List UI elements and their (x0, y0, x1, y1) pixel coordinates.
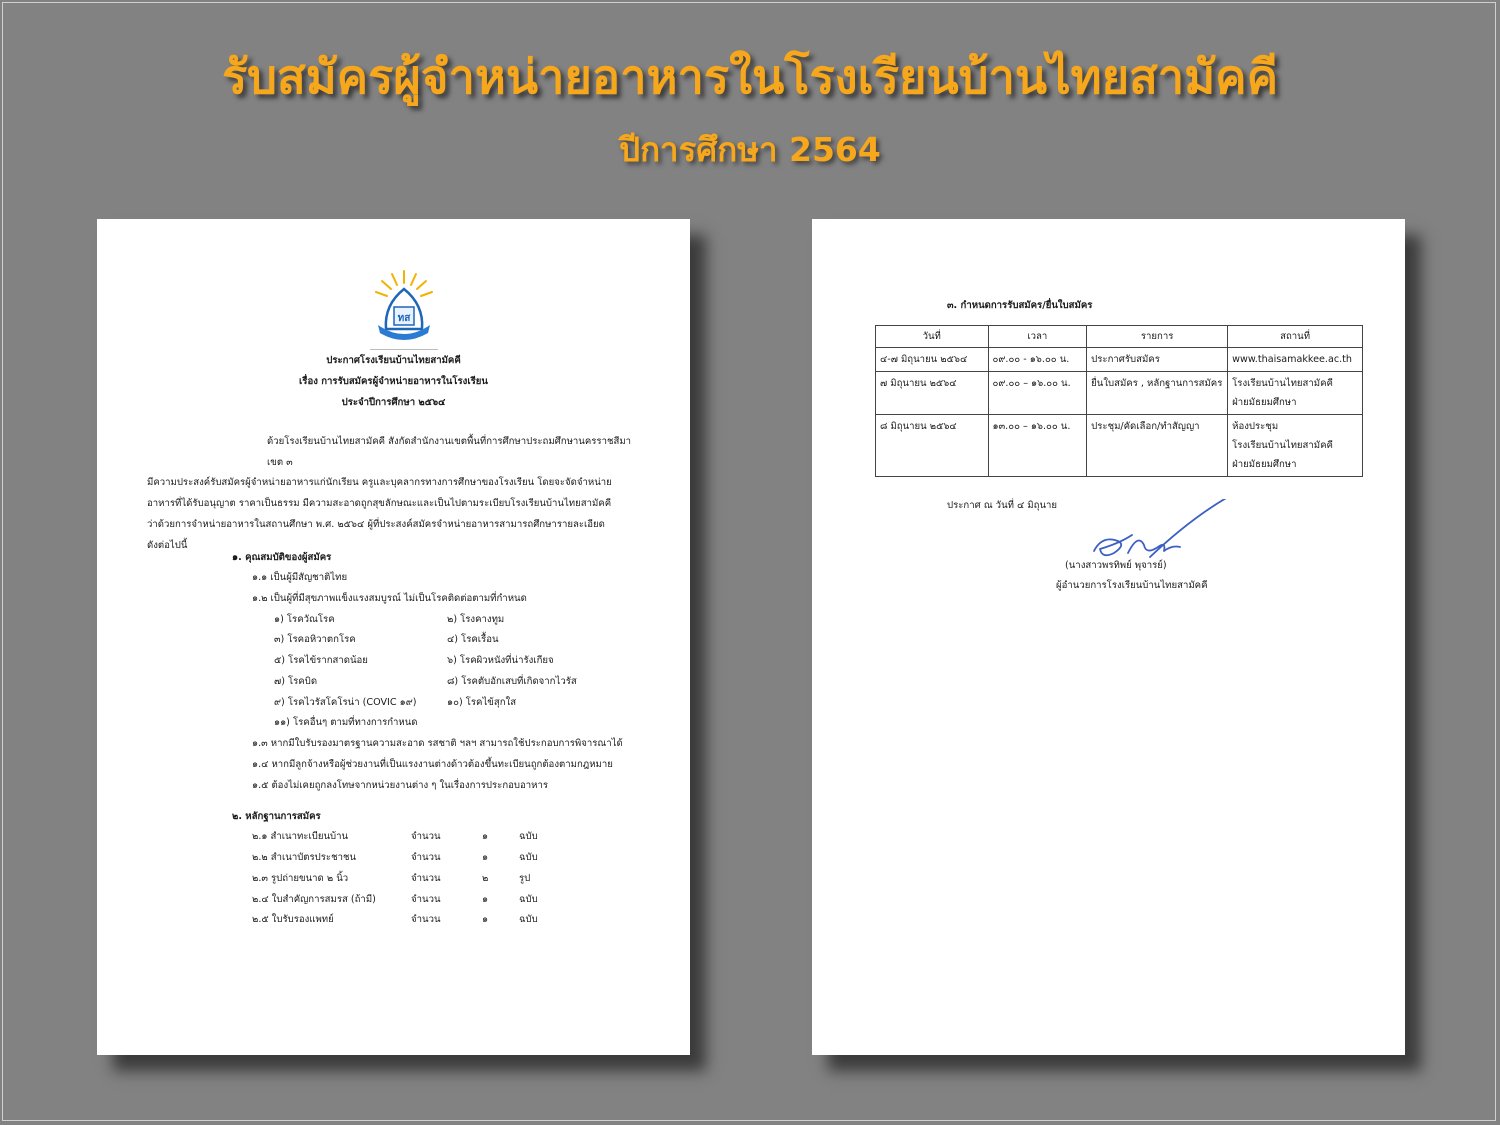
document-item-unit: ฉบับ (519, 852, 538, 863)
document-item-label: จำนวน (411, 873, 441, 884)
place-line: ฝ่ายมัธยมศึกษา (1232, 459, 1297, 470)
handwritten-signature-icon (1080, 499, 1250, 567)
disease-item: ๗) โรคบิด (274, 676, 318, 687)
cell-item: ประกาศรับสมัคร (1087, 348, 1228, 372)
heading-line-2: เรื่อง การรับสมัครผู้จำหน่ายอาหารในโรงเรียน (299, 376, 488, 387)
disease-item: ๘) โรคตับอักเสบที่เกิดจากไวรัส (447, 676, 577, 687)
disease-item: ๑๑) โรคอื่นๆ ตามที่ทางการกำหนด (274, 717, 418, 728)
section-2-title: ๒. หลักฐานการสมัคร (232, 811, 321, 822)
document-item-name: ๒.๒ สำเนาบัตรประชาชน (252, 852, 357, 863)
document-item-name: ๒.๕ ใบรับรองแพทย์ (252, 914, 334, 925)
intro-line: ดังต่อไปนี้ (147, 539, 188, 551)
cell-place (1228, 348, 1363, 372)
intro-line: ด้วยโรงเรียนบ้านไทยสามัคคี สังกัดสำนักงานเขตพื้นที่การศึกษาประถมศึกษานครราชสีมา เขต ๓ (267, 436, 632, 468)
column-header-item: รายการ (1087, 326, 1228, 348)
disease-item: ๒) โรงคางทูม (447, 614, 505, 625)
place-line: www.thaisamakkee.ac.th (1232, 354, 1353, 365)
divider (370, 349, 438, 350)
document-item-unit: ฉบับ (519, 914, 538, 925)
column-header-date: วันที่ (876, 326, 989, 348)
heading-line-1: ประกาศโรงเรียนบ้านไทยสามัคคี (326, 355, 461, 366)
section-1-title: ๑. คุณสมบัติของผู้สมัคร (232, 552, 332, 563)
document-item-name: ๒.๓ รูปถ่ายขนาด ๒ นิ้ว (252, 873, 349, 884)
cell-time: ๑๓.๐๐ – ๑๖.๐๐ น. (988, 415, 1087, 477)
place-line: โรงเรียนบ้านไทยสามัคคี (1232, 440, 1333, 451)
column-header-time: เวลา (988, 326, 1087, 348)
signer-name: (นางสาวพรทิพย์ พุจารย์) (1065, 560, 1167, 571)
cell-date: ๗ มิถุนายน ๒๕๖๔ (876, 372, 989, 415)
cell-time: ๐๙.๐๐ – ๑๖.๐๐ น. (988, 372, 1087, 415)
place-line: ห้องประชุม (1232, 421, 1279, 432)
place-line: ฝ่ายมัธยมศึกษา (1232, 397, 1297, 408)
disease-item: ๓) โรคอหิวาตกโรค (274, 634, 356, 645)
document-item-qty: ๑ (482, 894, 489, 905)
intro-line: มีความประสงค์รับสมัครผู้จำหน่ายอาหารแก่นักเรียน ครูและบุคลากรทางการศึกษาของโรงเรียน โดยจะจัดจำหน่าย (147, 477, 612, 489)
cell-item: ยื่นใบสมัคร , หลักฐานการสมัคร (1087, 372, 1228, 415)
place-line: โรงเรียนบ้านไทยสามัคคี (1232, 378, 1333, 389)
table-row (876, 348, 1363, 372)
qualification-item: ๑.๒ เป็นผู้ที่มีสุขภาพแข็งแรงสมบูรณ์ ไม่เป็นโรคติดต่อตามที่กำหนด (252, 593, 527, 604)
cell-item: ประชุม/คัดเลือก/ทำสัญญา (1087, 415, 1228, 477)
qualification-item: ๑.๕ ต้องไม่เคยถูกลงโทษจากหน่วยงานต่าง ๆ ในเรื่องการประกอบอาหาร (252, 780, 549, 791)
disease-item: ๕) โรคไข้รากสาดน้อย (274, 655, 368, 666)
intro-line: ว่าด้วยการจำหน่ายอาหารในสถานศึกษา พ.ศ. ๒๕๖๔ ผู้ที่ประสงค์สมัครจำหน่ายอาหารสามารถศึกษารายละเอียด (147, 518, 605, 530)
section-3-title: ๓. กำหนดการรับสมัคร/ยื่นใบสมัคร (947, 300, 1093, 311)
cell-date: ๔-๗ มิถุนายน ๒๕๖๔ (876, 348, 989, 372)
intro-paragraph (147, 432, 637, 556)
cell-time: ๐๙.๐๐ - ๑๖.๐๐ น. (988, 348, 1087, 372)
table-header-row (876, 326, 1363, 348)
disease-item: ๙) โรคไวรัสโคโรน่า (COVIC ๑๙) (274, 697, 417, 708)
disease-item: ๑๐) โรคไข้สุกใส (447, 697, 517, 708)
document-item-unit: ฉบับ (519, 831, 538, 842)
document-item-qty: ๑ (482, 914, 489, 925)
heading-line-3: ประจำปีการศึกษา ๒๕๖๔ (341, 397, 446, 408)
banner-title: รับสมัครผู้จำหน่ายอาหารในโรงเรียนบ้านไทยสามัคคี (221, 50, 1279, 105)
document-item-label: จำนวน (411, 894, 441, 905)
table-row (876, 415, 1363, 477)
column-header-place: สถานที่ (1228, 326, 1363, 348)
document-item-qty: ๑ (482, 831, 489, 842)
document-item-label: จำนวน (411, 831, 441, 842)
document-item-name: ๒.๔ ใบสำคัญการสมรส (ถ้ามี) (252, 894, 376, 905)
document-item-qty: ๒ (482, 873, 489, 884)
document-page-2 (812, 219, 1405, 1055)
qualification-item: ๑.๓ หากมีใบรับรองมาตรฐานความสะอาด รสชาติ ฯลฯ สามารถใช้ประกอบการพิจารณาได้ (252, 738, 623, 749)
qualification-item: ๑.๑ เป็นผู้มีสัญชาติไทย (252, 572, 348, 583)
cell-place (1228, 415, 1363, 477)
table-row (876, 372, 1363, 415)
document-item-unit: รูป (519, 873, 531, 884)
banner-subtitle: ปีการศึกษา 2564 (619, 130, 881, 169)
announce-date: ประกาศ ณ วันที่ ๔ มิถุนาย (947, 500, 1058, 511)
disease-item: ๑) โรควัณโรค (274, 614, 335, 625)
disease-item: ๔) โรคเรื้อน (447, 634, 499, 645)
schedule-table (875, 325, 1363, 477)
document-item-label: จำนวน (411, 852, 441, 863)
document-item-unit: ฉบับ (519, 894, 538, 905)
intro-line: อาหารที่ได้รับอนุญาต ราคาเป็นธรรม มีความสะอาดถูกสุขลักษณะและเป็นไปตามระเบียบโรงเรียนบ้านไทยสามัคคี (147, 498, 612, 510)
school-emblem-icon (372, 269, 436, 343)
cell-date: ๘ มิถุนายน ๒๕๖๔ (876, 415, 989, 477)
disease-item: ๖) โรคผิวหนังที่น่ารังเกียจ (447, 655, 554, 666)
document-item-label: จำนวน (411, 914, 441, 925)
svg-text:ทส: ทส (397, 313, 411, 324)
qualification-item: ๑.๔ หากมีลูกจ้างหรือผู้ช่วยงานที่เป็นแรงงานต่างด้าวต้องขึ้นทะเบียนถูกต้องตามกฎหมาย (252, 759, 613, 770)
signer-position: ผู้อำนวยการโรงเรียนบ้านไทยสามัคคี (1056, 580, 1208, 591)
document-page-1 (97, 219, 690, 1055)
document-item-name: ๒.๑ สำเนาทะเบียนบ้าน (252, 831, 349, 842)
document-item-qty: ๑ (482, 852, 489, 863)
cell-place (1228, 372, 1363, 415)
